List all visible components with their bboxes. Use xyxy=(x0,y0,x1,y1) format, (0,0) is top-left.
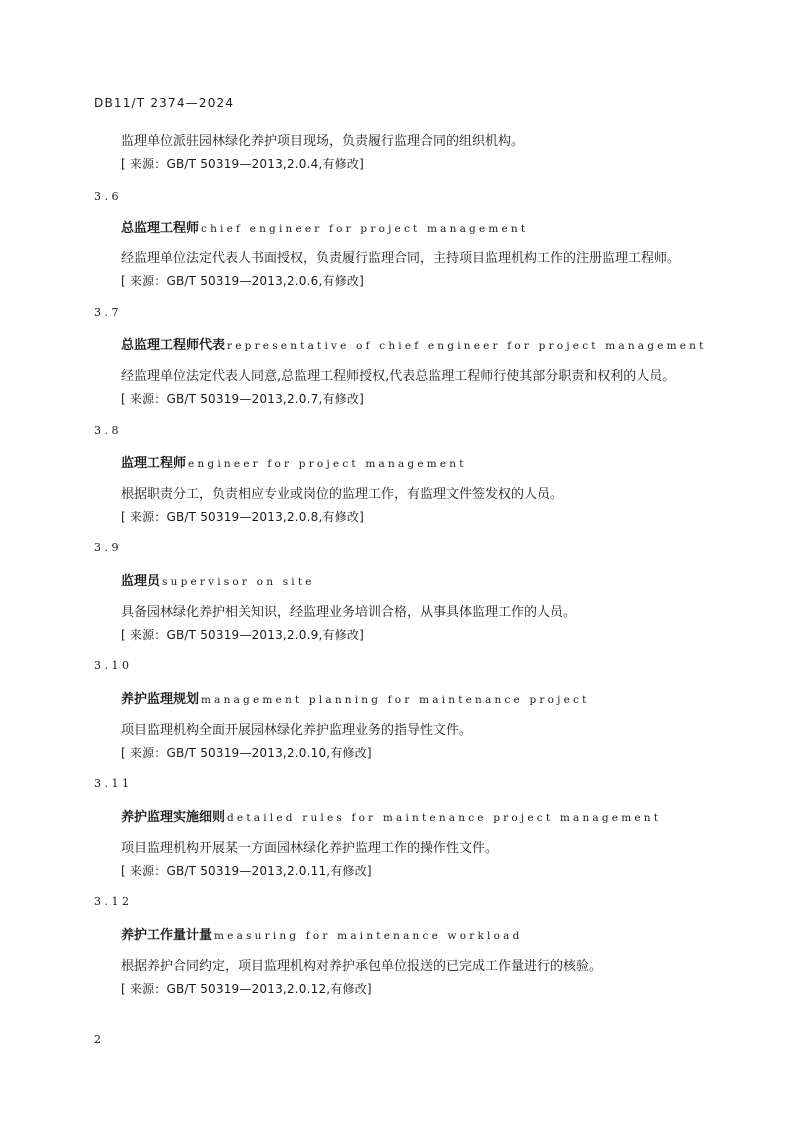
term-heading xyxy=(121,806,661,825)
intro-source: [ 来源：GB/T 50319—2013,2.0.4,有修改] xyxy=(121,157,364,171)
entry-number: 3.11 xyxy=(94,777,133,790)
term-english: chief engineer for project management xyxy=(201,223,529,235)
term-chinese: 总监理工程师 xyxy=(121,221,200,236)
term-heading xyxy=(121,452,467,471)
term-source: [ 来源：GB/T 50319—2013,2.0.11,有修改] xyxy=(121,864,372,878)
intro-definition: 监理单位派驻园林绿化养护项目现场，负责履行监理合同的组织机构。 xyxy=(121,134,525,149)
term-chinese: 监理工程师 xyxy=(121,456,187,471)
page-number: 2 xyxy=(94,1033,101,1046)
entry-number: 3.9 xyxy=(94,541,122,554)
term-definition: 具备园林绿化养护相关知识，经监理业务培训合格，从事具体监理工作的人员。 xyxy=(121,605,577,620)
term-definition: 项目监理机构开展某一方面园林绿化养护监理工作的操作性文件。 xyxy=(121,841,499,856)
entry-number: 3.6 xyxy=(94,190,122,203)
term-english: detailed rules for maintenance project management xyxy=(227,812,662,824)
term-english: representative of chief engineer for project management xyxy=(227,340,707,352)
term-definition: 经监理单位法定代表人书面授权，负责履行监理合同，主持项目监理机构工作的注册监理工程师。 xyxy=(121,251,681,266)
term-english: supervisor on site xyxy=(162,576,315,588)
term-source: [ 来源：GB/T 50319—2013,2.0.6,有修改] xyxy=(121,274,364,288)
term-source: [ 来源：GB/T 50319—2013,2.0.10,有修改] xyxy=(121,746,372,760)
term-heading xyxy=(121,924,523,943)
entry-number: 3.7 xyxy=(94,306,122,319)
term-source: [ 来源：GB/T 50319—2013,2.0.12,有修改] xyxy=(121,982,372,996)
term-english: engineer for project management xyxy=(188,458,467,470)
term-heading xyxy=(121,688,590,707)
term-heading xyxy=(121,570,315,589)
standard-code: DB11/T 2374—2024 xyxy=(94,96,235,110)
term-chinese: 养护工作量计量 xyxy=(121,928,213,943)
term-english: measuring for maintenance workload xyxy=(214,930,523,942)
term-definition: 经监理单位法定代表人同意,总监理工程师授权,代表总监理工程师行使其部分职责和权利的人员。 xyxy=(121,369,676,384)
entry-number: 3.12 xyxy=(94,895,133,908)
term-source: [ 来源：GB/T 50319—2013,2.0.9,有修改] xyxy=(121,628,364,642)
term-definition: 项目监理机构全面开展园林绿化养护监理业务的指导性文件。 xyxy=(121,723,473,738)
entry-number: 3.8 xyxy=(94,424,122,437)
term-chinese: 监理员 xyxy=(121,574,161,589)
term-chinese: 养护监理实施细则 xyxy=(121,810,226,825)
term-chinese: 养护监理规划 xyxy=(121,692,200,707)
term-english: management planning for maintenance project xyxy=(201,694,590,706)
term-source: [ 来源：GB/T 50319—2013,2.0.7,有修改] xyxy=(121,392,364,406)
entry-number: 3.10 xyxy=(94,659,133,672)
term-source: [ 来源：GB/T 50319—2013,2.0.8,有修改] xyxy=(121,510,364,524)
term-definition: 根据养护合同约定，项目监理机构对养护承包单位报送的已完成工作量进行的核验。 xyxy=(121,959,603,974)
term-chinese: 总监理工程师代表 xyxy=(121,338,226,353)
term-heading xyxy=(121,334,707,353)
term-heading xyxy=(121,217,528,236)
term-definition: 根据职责分工，负责相应专业或岗位的监理工作，有监理文件签发权的人员。 xyxy=(121,487,564,502)
